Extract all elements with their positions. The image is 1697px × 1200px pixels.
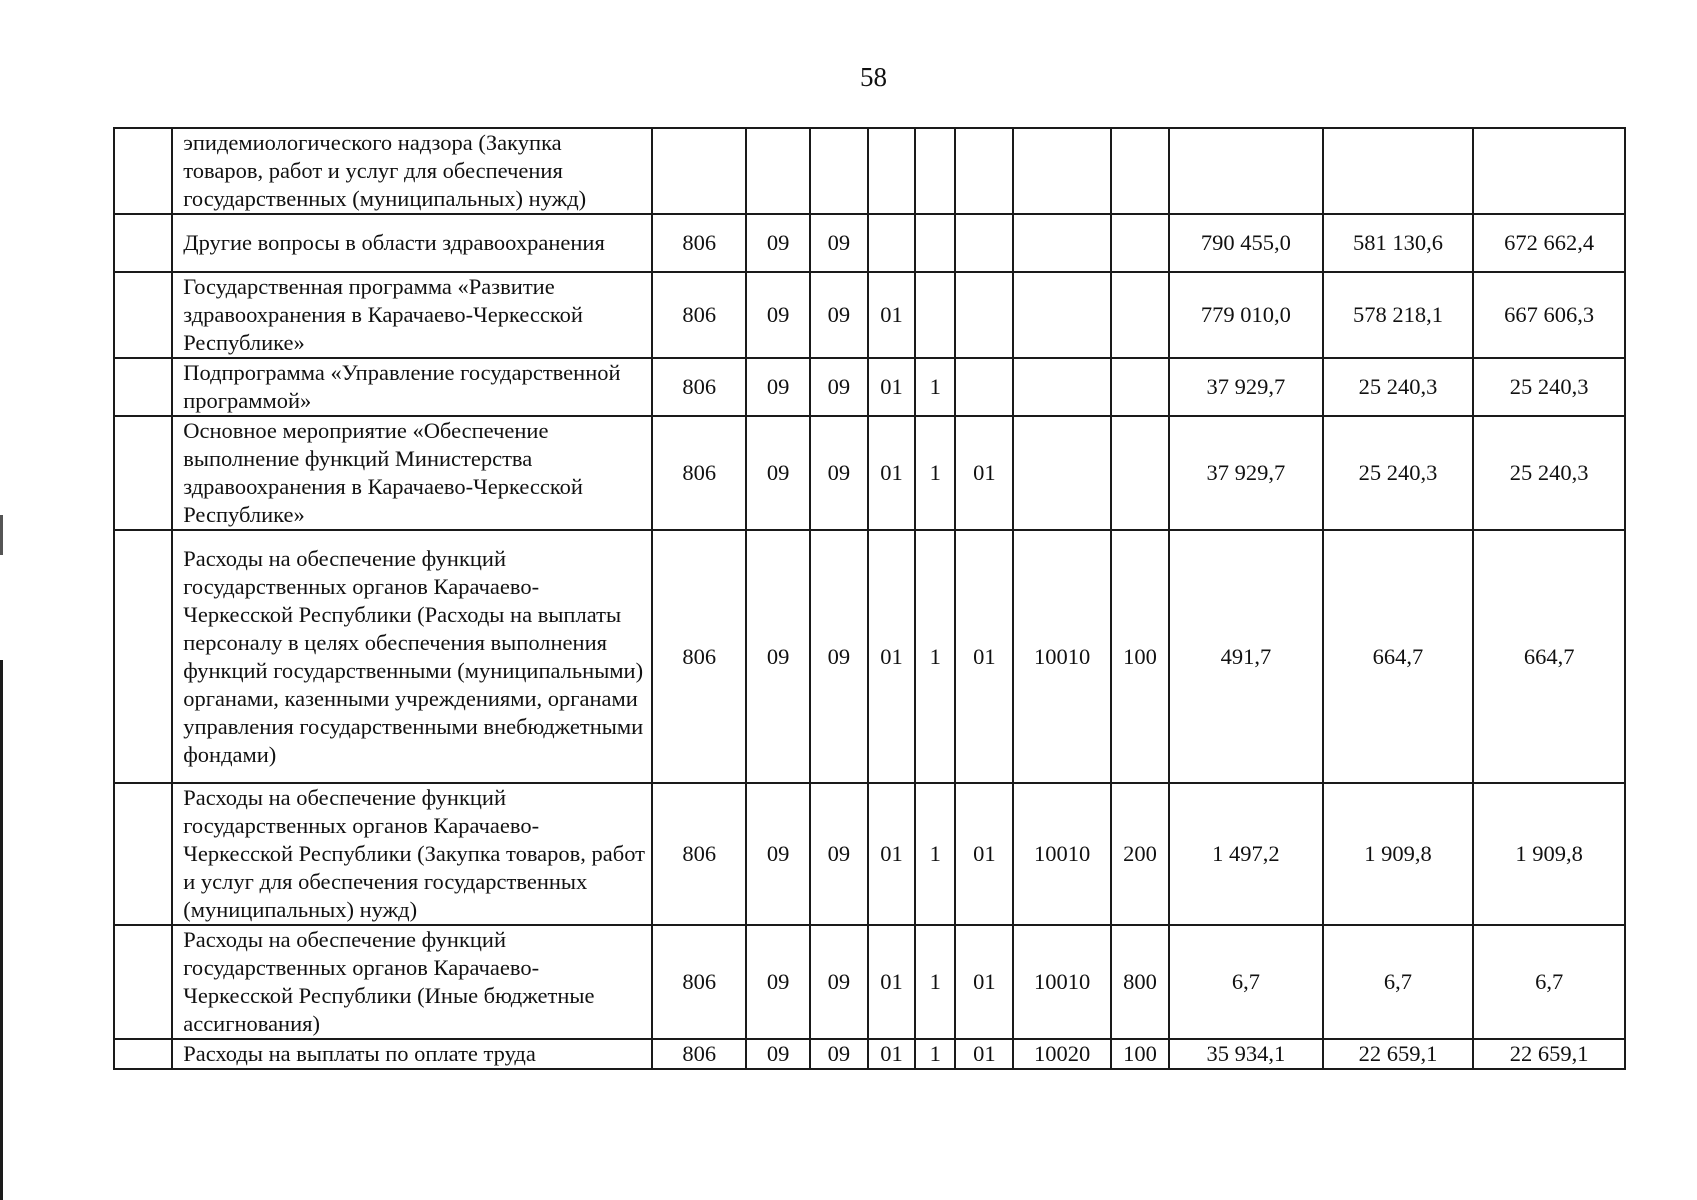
direction-code: 10010 [1013,783,1110,925]
program-code: 01 [868,1039,915,1069]
amount-year-2: 578 218,1 [1323,272,1474,358]
row-number-cell [114,214,172,272]
subsection-code: 09 [810,416,868,530]
amount-year-2: 25 240,3 [1323,358,1474,416]
subprogram-code: 1 [915,1039,955,1069]
page-number: 58 [860,62,887,92]
amount-year-3: 6,7 [1473,925,1625,1039]
program-code: 01 [868,272,915,358]
amount-year-1: 37 929,7 [1169,416,1323,530]
ministry-code: 806 [652,783,746,925]
ministry-code: 806 [652,214,746,272]
amount-year-2: 664,7 [1323,530,1474,783]
section-code: 09 [746,1039,809,1069]
event-code [955,358,1013,416]
event-code [955,128,1013,214]
table-row [114,1039,1625,1069]
section-code [746,128,809,214]
amount-year-1: 790 455,0 [1169,214,1323,272]
table-row [114,925,1625,1039]
row-number-cell [114,272,172,358]
subsection-code: 09 [810,214,868,272]
amount-year-2: 25 240,3 [1323,416,1474,530]
amount-year-2: 1 909,8 [1323,783,1474,925]
scan-edge-mark [0,515,3,555]
ministry-code: 806 [652,925,746,1039]
direction-code: 10020 [1013,1039,1110,1069]
amount-year-3: 25 240,3 [1473,358,1625,416]
amount-year-2: 22 659,1 [1323,1039,1474,1069]
table-row [114,358,1625,416]
item-name: Расходы на обеспечение функций государственных органов Карачаево-Черкесской Республики (Закупка товаров, работ и услуг для обеспечения государственных (муниципальных) нужд) [172,783,652,925]
section-code: 09 [746,272,809,358]
amount-year-3: 22 659,1 [1473,1039,1625,1069]
direction-code: 10010 [1013,530,1110,783]
table-row [114,416,1625,530]
subprogram-code [915,272,955,358]
expense-type-code [1111,416,1169,530]
amount-year-3: 667 606,3 [1473,272,1625,358]
ministry-code [652,128,746,214]
table-row [114,783,1625,925]
expense-type-code [1111,128,1169,214]
direction-code [1013,358,1110,416]
event-code: 01 [955,1039,1013,1069]
item-name: Государственная программа «Развитие здравоохранения в Карачаево-Черкесской Республике» [172,272,652,358]
event-code: 01 [955,925,1013,1039]
program-code: 01 [868,925,915,1039]
amount-year-2: 6,7 [1323,925,1474,1039]
subprogram-code [915,128,955,214]
section-code: 09 [746,530,809,783]
subsection-code [810,128,868,214]
table-row [114,214,1625,272]
amount-year-1: 1 497,2 [1169,783,1323,925]
amount-year-1: 35 934,1 [1169,1039,1323,1069]
section-code: 09 [746,783,809,925]
row-number-cell [114,416,172,530]
subprogram-code: 1 [915,358,955,416]
amount-year-1: 491,7 [1169,530,1323,783]
expense-type-code [1111,214,1169,272]
amount-year-2: 581 130,6 [1323,214,1474,272]
row-number-cell [114,925,172,1039]
item-name: Основное мероприятие «Обеспечение выполнение функций Министерства здравоохранения в Карачаево-Черкесской Республике» [172,416,652,530]
subsection-code: 09 [810,358,868,416]
subprogram-code: 1 [915,416,955,530]
event-code [955,272,1013,358]
item-name: Расходы на обеспечение функций государственных органов Карачаево-Черкесской Республики (Иные бюджетные ассигнования) [172,925,652,1039]
ministry-code: 806 [652,358,746,416]
amount-year-3: 672 662,4 [1473,214,1625,272]
ministry-code: 806 [652,272,746,358]
ministry-code: 806 [652,1039,746,1069]
amount-year-3 [1473,128,1625,214]
amount-year-3: 25 240,3 [1473,416,1625,530]
section-code: 09 [746,358,809,416]
expense-type-code [1111,358,1169,416]
section-code: 09 [746,214,809,272]
row-number-cell [114,1039,172,1069]
program-code: 01 [868,783,915,925]
ministry-code: 806 [652,530,746,783]
event-code: 01 [955,530,1013,783]
scan-edge-shadow [0,660,3,1200]
direction-code [1013,214,1110,272]
event-code: 01 [955,416,1013,530]
subsection-code: 09 [810,530,868,783]
amount-year-1 [1169,128,1323,214]
row-number-cell [114,783,172,925]
direction-code: 10010 [1013,925,1110,1039]
subsection-code: 09 [810,925,868,1039]
item-name: Расходы на обеспечение функций государственных органов Карачаево-Черкесской Республики (Расходы на выплаты персоналу в целях обеспечения выполнения функций государственными (муниципальными) органами, казенными учреждениями, органами управления государственными внебюджетными фондами) [172,530,652,783]
event-code [955,214,1013,272]
item-name: Расходы на выплаты по оплате труда [172,1039,652,1069]
row-number-cell [114,358,172,416]
budget-table [113,127,1626,1070]
expense-type-code: 100 [1111,1039,1169,1069]
direction-code [1013,272,1110,358]
row-number-cell [114,530,172,783]
amount-year-2 [1323,128,1474,214]
expense-type-code: 100 [1111,530,1169,783]
expense-type-code: 200 [1111,783,1169,925]
direction-code [1013,128,1110,214]
amount-year-1: 6,7 [1169,925,1323,1039]
amount-year-3: 1 909,8 [1473,783,1625,925]
program-code: 01 [868,416,915,530]
subsection-code: 09 [810,783,868,925]
subprogram-code: 1 [915,530,955,783]
program-code [868,214,915,272]
ministry-code: 806 [652,416,746,530]
program-code [868,128,915,214]
table-row [114,272,1625,358]
subprogram-code: 1 [915,783,955,925]
section-code: 09 [746,925,809,1039]
program-code: 01 [868,358,915,416]
program-code: 01 [868,530,915,783]
subsection-code: 09 [810,1039,868,1069]
table-row [114,128,1625,214]
row-number-cell [114,128,172,214]
subsection-code: 09 [810,272,868,358]
subprogram-code: 1 [915,925,955,1039]
item-name: Другие вопросы в области здравоохранения [172,214,652,272]
event-code: 01 [955,783,1013,925]
expense-type-code [1111,272,1169,358]
table-row [114,530,1625,783]
expense-type-code: 800 [1111,925,1169,1039]
subprogram-code [915,214,955,272]
direction-code [1013,416,1110,530]
amount-year-1: 37 929,7 [1169,358,1323,416]
section-code: 09 [746,416,809,530]
amount-year-1: 779 010,0 [1169,272,1323,358]
item-name: Подпрограмма «Управление государственной программой» [172,358,652,416]
item-name: эпидемиологического надзора (Закупка товаров, работ и услуг для обеспечения государственных (муниципальных) нужд) [172,128,652,214]
amount-year-3: 664,7 [1473,530,1625,783]
